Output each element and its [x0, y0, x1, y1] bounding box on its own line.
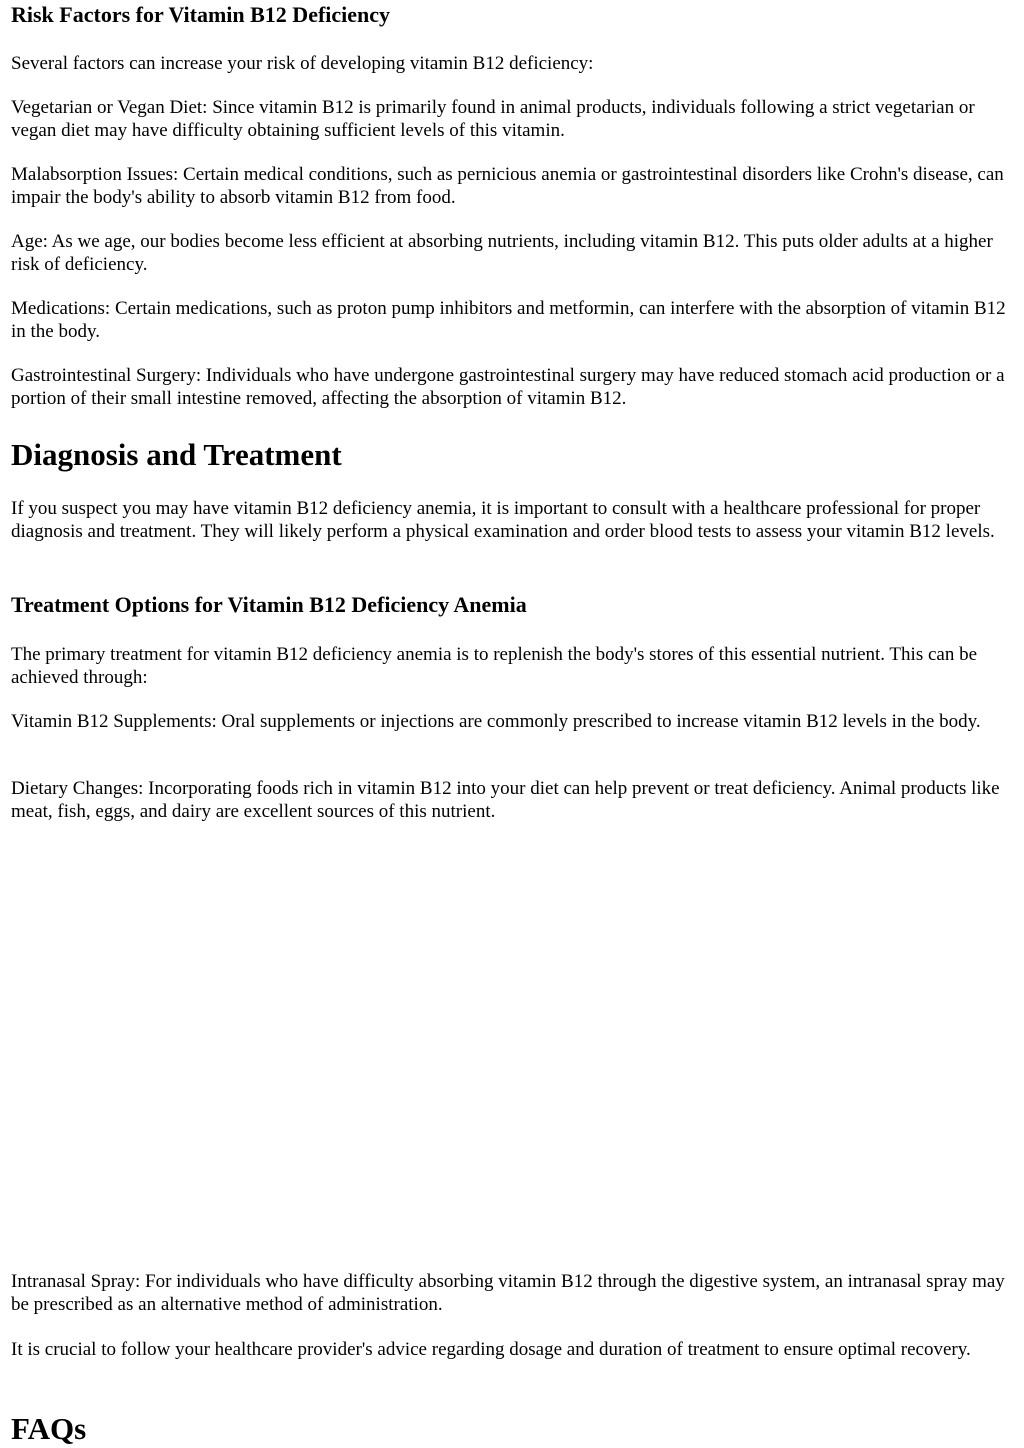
- treatment-closing: It is crucial to follow your healthcare provider's advice regarding dosage and duration of treatment to ensure optimal recovery.: [11, 1339, 971, 1360]
- risk-factor-gi-surgery: Gastrointestinal Surgery: Individuals who have undergone gastrointestinal surgery may have reduced stomach acid production or a portion of their small intestine removed, affecting the absorption of vitamin B12.: [11, 365, 1005, 409]
- treatment-options-heading: Treatment Options for Vitamin B12 Deficiency Anemia: [11, 592, 527, 617]
- risk-factors-heading: Risk Factors for Vitamin B12 Deficiency: [11, 2, 391, 27]
- risk-factor-vegetarian-diet: Vegetarian or Vegan Diet: Since vitamin B12 is primarily found in animal products, individuals following a strict vegetarian or vegan diet may have difficulty obtaining sufficient levels of this vitamin.: [11, 97, 975, 141]
- treatment-intranasal-spray: Intranasal Spray: For individuals who have difficulty absorbing vitamin B12 through the digestive system, an intranasal spray may be prescribed as an alternative method of administration.: [11, 1271, 1005, 1315]
- faqs-heading: FAQs: [11, 1411, 87, 1446]
- risk-factor-malabsorption: Malabsorption Issues: Certain medical conditions, such as pernicious anemia or gastrointestinal disorders like Crohn's disease, can impair the body's ability to absorb vitamin B12 from food.: [11, 164, 1004, 208]
- risk-factor-age: Age: As we age, our bodies become less efficient at absorbing nutrients, including vitamin B12. This puts older adults at a higher risk of deficiency.: [11, 231, 993, 275]
- diagnosis-heading: Diagnosis and Treatment: [11, 437, 342, 472]
- diagnosis-paragraph: If you suspect you may have vitamin B12 deficiency anemia, it is important to consult with a healthcare professional for proper diagnosis and treatment. They will likely perform a physical examination and order blood tests to assess your vitamin B12 levels.: [11, 498, 995, 542]
- treatment-supplements: Vitamin B12 Supplements: Oral supplements or injections are commonly prescribed to increase vitamin B12 levels in the body.: [11, 711, 981, 732]
- treatment-intro: The primary treatment for vitamin B12 deficiency anemia is to replenish the body's stores of this essential nutrient. This can be achieved through:: [11, 644, 978, 688]
- risk-factor-medications: Medications: Certain medications, such as proton pump inhibitors and metformin, can interfere with the absorption of vitamin B12 in the body.: [11, 298, 1006, 342]
- risk-factors-intro: Several factors can increase your risk of developing vitamin B12 deficiency:: [11, 53, 594, 74]
- treatment-dietary-changes: Dietary Changes: Incorporating foods rich in vitamin B12 into your diet can help prevent or treat deficiency. Animal products like meat, fish, eggs, and dairy are excellent sources of this nutrient.: [11, 778, 1000, 822]
